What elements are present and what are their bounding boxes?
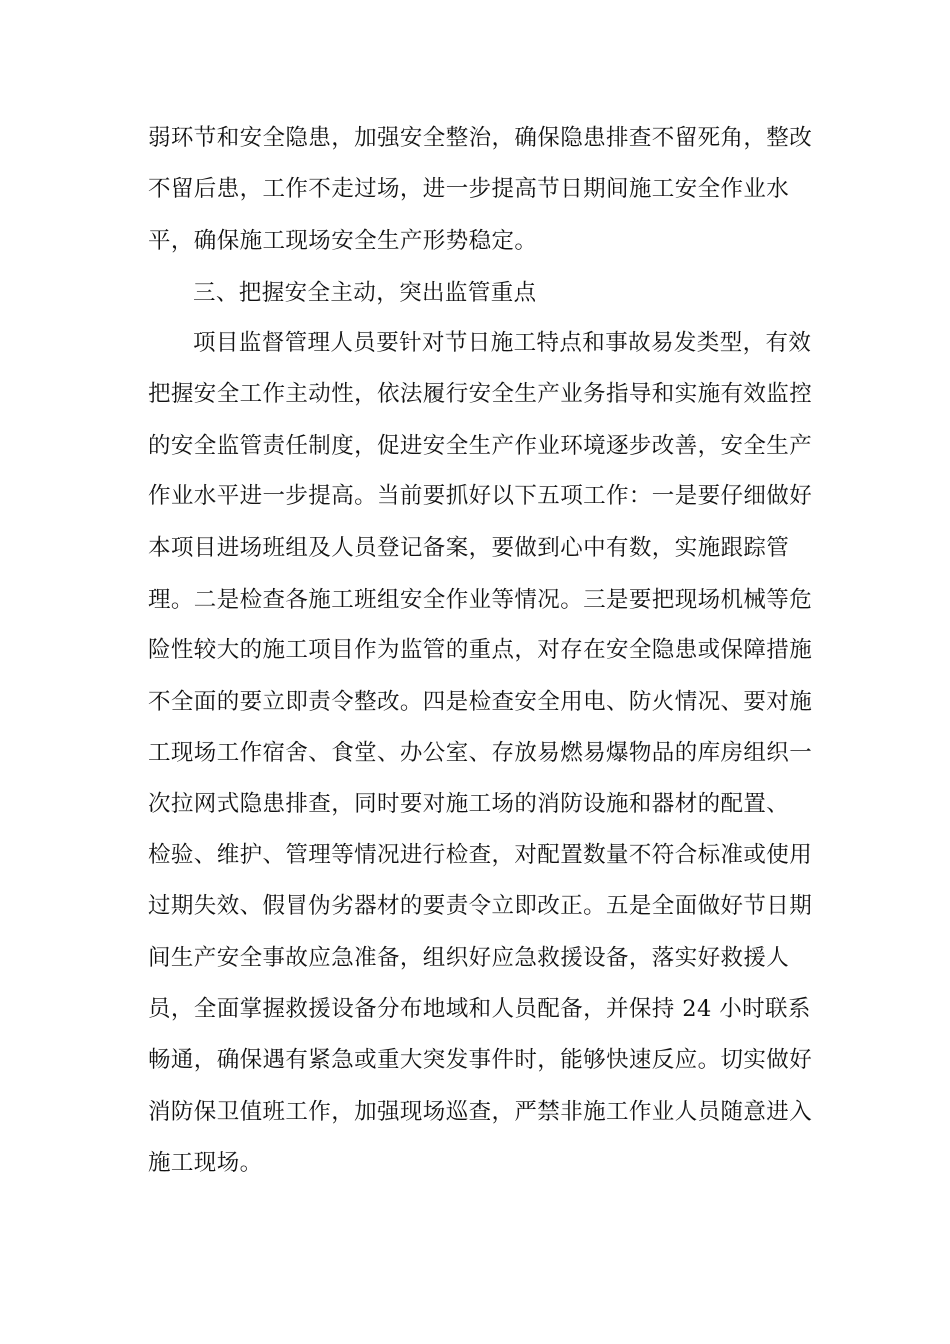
paragraph-line: 不全面的要立即责令整改。四是检查安全用电、防火情况、要对施 bbox=[148, 689, 813, 715]
paragraph-line: 平，确保施工现场安全生产形势稳定。 bbox=[148, 228, 538, 254]
paragraph-line: 理。二是检查各施工班组安全作业等情况。三是要把现场机械等危 bbox=[148, 587, 813, 613]
paragraph-line: 作业水平进一步提高。当前要抓好以下五项工作：一是要仔细做好 bbox=[148, 483, 813, 509]
paragraph-line: 工现场工作宿舍、食堂、办公室、存放易燃易爆物品的库房组织一 bbox=[148, 740, 813, 766]
section-heading: 三、把握安全主动，突出监管重点 bbox=[193, 280, 537, 306]
paragraph-line: 的安全监管责任制度，促进安全生产作业环境逐步改善，安全生产 bbox=[148, 433, 813, 459]
paragraph-line: 检验、维护、管理等情况进行检查，对配置数量不符合标准或使用 bbox=[148, 842, 813, 868]
paragraph-line: 员，全面掌握救援设备分布地域和人员配备，并保持 24 小时联系 bbox=[148, 996, 811, 1022]
paragraph-line: 过期失效、假冒伪劣器材的要责令立即改正。五是全面做好节日期 bbox=[148, 893, 813, 919]
paragraph-line: 险性较大的施工项目作为监管的重点，对存在安全隐患或保障措施 bbox=[148, 637, 813, 663]
paragraph-line: 次拉网式隐患排查，同时要对施工场的消防设施和器材的配置、 bbox=[148, 791, 790, 817]
paragraph-line: 施工现场。 bbox=[148, 1150, 263, 1176]
paragraph-line: 间生产安全事故应急准备，组织好应急救援设备，落实好救援人 bbox=[148, 945, 790, 971]
paragraph-line: 项目监督管理人员要针对节日施工特点和事故易发类型，有效 bbox=[193, 330, 812, 356]
paragraph-line: 不留后患，工作不走过场，进一步提高节日期间施工安全作业水 bbox=[148, 176, 790, 202]
paragraph-line: 消防保卫值班工作，加强现场巡查，严禁非施工作业人员随意进入 bbox=[148, 1099, 813, 1125]
paragraph-line: 本项目进场班组及人员登记备案，要做到心中有数，实施跟踪管 bbox=[148, 535, 790, 561]
paragraph-line: 畅通，确保遇有紧急或重大突发事件时，能够快速反应。切实做好 bbox=[148, 1047, 813, 1073]
paragraph-line: 把握安全工作主动性，依法履行安全生产业务指导和实施有效监控 bbox=[148, 381, 813, 407]
paragraph-line: 弱环节和安全隐患，加强安全整治，确保隐患排查不留死角，整改 bbox=[148, 125, 813, 151]
